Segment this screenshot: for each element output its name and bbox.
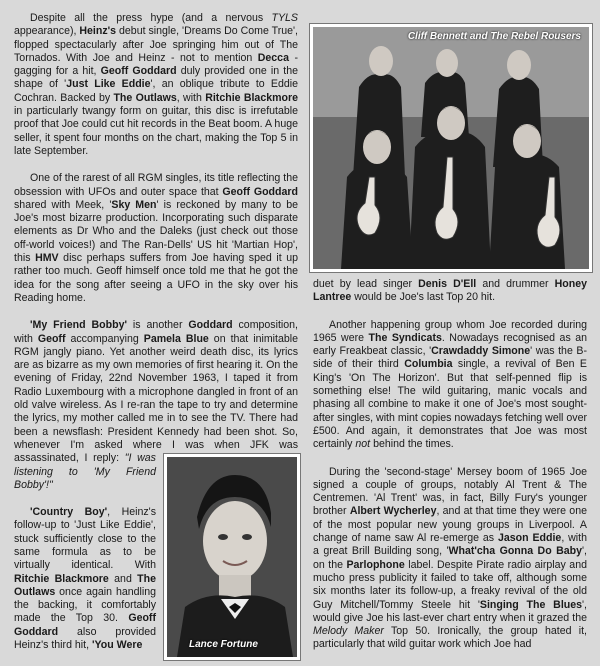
paragraph-syndicats (313, 319, 587, 452)
text: is another (126, 319, 189, 332)
song-crawdaddy-simone: Crawdaddy Simone (431, 345, 531, 358)
paragraph-just-like-eddie (14, 12, 298, 158)
paragraph-honeycombs-end (313, 278, 587, 305)
text: label. Despite Pirate radio airplay and mucho press publicity it failed to take off, although some six months later its follow-up, a freaky revival of the old Guy Mitchell/Tommy Steele hit ' (313, 558, 587, 611)
song-sky-men: Sky Men (111, 198, 157, 211)
name-ritchie-blackmore: Ritchie Blackmore (14, 572, 109, 585)
publication-melody-maker: Melody Maker (313, 625, 384, 638)
text: - gagging for a hit, (14, 51, 298, 78)
text: behind the times. (370, 438, 454, 451)
band-photo (310, 24, 592, 272)
text: Despite all the press hype (and a nervous (30, 12, 272, 24)
band-the-syndicats: The Syndicats (368, 331, 442, 344)
quote-my-friend-bobby: "I was listening to 'My Friend Bobby'!" (14, 452, 156, 491)
artist-heinz: Heinz's (79, 25, 117, 38)
text: Top 50. Ironically, the group hated it, particularly that wild guitar work which Joe had (313, 625, 588, 651)
name-geoff-goddard: Geoff Goddard (14, 612, 156, 638)
name-jason-eddie: Jason Eddie (497, 532, 562, 545)
text: shared with Meek, ' (14, 198, 112, 211)
portrait-figure (167, 457, 297, 657)
text: , with (176, 91, 206, 104)
song-my-friend-bobby: 'My Friend Bobby' (30, 319, 127, 332)
name-pamela-blue: Pamela Blue (143, 332, 209, 345)
text: ', on the (313, 545, 587, 571)
name-geoff: Geoff (37, 332, 66, 345)
text: disc perhaps suffers from Joe having sped it up rather too much. Geoff himself once told me that he got the idea for the song after seeing a UFO in the sky over his Reading home. (14, 252, 298, 304)
band-photo-caption: Cliff Bennett and The Rebel Rousers (407, 31, 581, 42)
text: once again handling the backing, it comfortably made the Top 30. (14, 585, 156, 625)
name-albert-wycherley: Albert Wycherley (349, 505, 437, 518)
text: ', an oblique tribute to Eddie Cochran. Backed by (14, 78, 298, 104)
emphasis-not: not (355, 438, 371, 451)
text: . Nowadays recognised as an early Freakbeat classic, ' (313, 331, 588, 358)
name-ritchie-blackmore: Ritchie Blackmore (205, 91, 299, 104)
text: and (108, 572, 138, 585)
photo-caption: Lance Fortune (189, 638, 258, 650)
text: , Heinz's follow-up to 'Just Like Eddie', stuck sufficiently close to the same formula as to be virtually identical. With (14, 506, 156, 572)
label-decca: Decca (257, 51, 289, 64)
band-figures (313, 27, 589, 269)
left-column (14, 12, 298, 664)
song-country-boy: 'Country Boy' (30, 506, 108, 519)
text: debut single, 'Dreams Do Come True', flopped spectacularly after Joe springing him out of The Tornados. With Joe and Heinz - not to mention (14, 25, 298, 64)
text: accompanying (65, 332, 144, 345)
band-the-outlaws: The Outlaws (14, 572, 157, 598)
name-geoff-goddard: Geoff Goddard (100, 65, 177, 78)
name-geoff-goddard: Geoff Goddard (222, 185, 298, 198)
right-column (313, 278, 587, 666)
text: would be Joe's last Top 20 hit. (351, 291, 496, 304)
song-just-like-eddie: Just Like Eddie (66, 78, 151, 91)
text: Another happening group whom Joe recorded during 1965 were (313, 318, 587, 344)
paragraph-sky-men (14, 172, 298, 305)
label-columbia: Columbia (404, 358, 453, 371)
tyls-title: TYLS (271, 12, 298, 24)
text: ', would give Joe his last-ever chart entry when it grazed the (313, 598, 587, 624)
text: in particularly twangy form on guitar, this disc is irrefutable proof that Joe could cut hit records in the Beat boom. A huge seller, it spent four months on the chart, making the Top 5 in late September. (14, 105, 298, 157)
text: composition, with (14, 319, 298, 345)
name-goddard: Goddard (188, 319, 233, 332)
text: , with a great Brill Building song, ' (313, 532, 587, 558)
name-denis-dell: Denis D'Ell (418, 278, 477, 290)
text: During the 'second-stage' Mersey boom of 1965 Joe signed a couple of groups, notably Al Trent & The Centremen. 'Al Trent' was, in fact, Billy Fury's younger brother (313, 465, 587, 518)
text: duet by lead singer (313, 278, 419, 290)
paragraph-jason-eddie (313, 466, 587, 652)
label-hmv: HMV (35, 252, 59, 265)
song-singing-the-blues: Singing The Blues (479, 598, 583, 611)
text: ' was the B-side of their third (313, 345, 588, 371)
text: ' is reckoned by many to be Joe's most bizarre production. Incorporating such disparate elements as Dr Who and the Daleks (just check out those off-world voices!) and The Ran-Dells' US hit 'Martian Hop', this (14, 198, 298, 265)
text: on that inimitable RGM jangly piano. Yet another weird death disc, its lyrics are as bizarre as my own memories of first hearing it. On the evening of Friday, 22nd November 1963, I taped it from Radio Luxembourg with a microphone dangled in front of an old valve wireless. As I re-ran the tape to try and determine the lyrics, my mother called me in to see the TV. There had been a newsflash: President Kennedy had been shot. So, whenever I'm asked where I was when JFK was assassinated, I reply: (14, 332, 298, 465)
text: and drummer (476, 278, 555, 290)
text: single, a revival of Ben E King's 'On The Horizon'. But that self-penned flip is something else! The wild guitaring, manic vocals and phasing all combine to make it one of Joe's most sought-after singles, with mint copies nowadays fetching well over £500. And again, it demonstrates that Joe was most certainly (313, 358, 587, 451)
band-the-outlaws: The Outlaws (113, 91, 177, 104)
text: One of the rarest of all RGM singles, its title reflecting the obsession with UFOs and outer space that (14, 172, 298, 198)
label-parlophone: Parlophone (346, 558, 405, 571)
text: duly provided one in the shape of ' (14, 65, 298, 91)
song-whatcha-gonna-do-baby: What'cha Gonna Do Baby (448, 545, 583, 558)
song-you-were: 'You Were (91, 639, 143, 652)
text: appearance), (14, 25, 80, 38)
text: also provided Heinz's third hit, (14, 625, 156, 652)
text: , and at that time they were one of the most popular new young groups in Liverpool. A change of name saw Al re-emerge as (313, 505, 587, 545)
name-honey-lantree: Honey Lantree (313, 278, 588, 304)
lance-fortune-photo (164, 454, 300, 660)
